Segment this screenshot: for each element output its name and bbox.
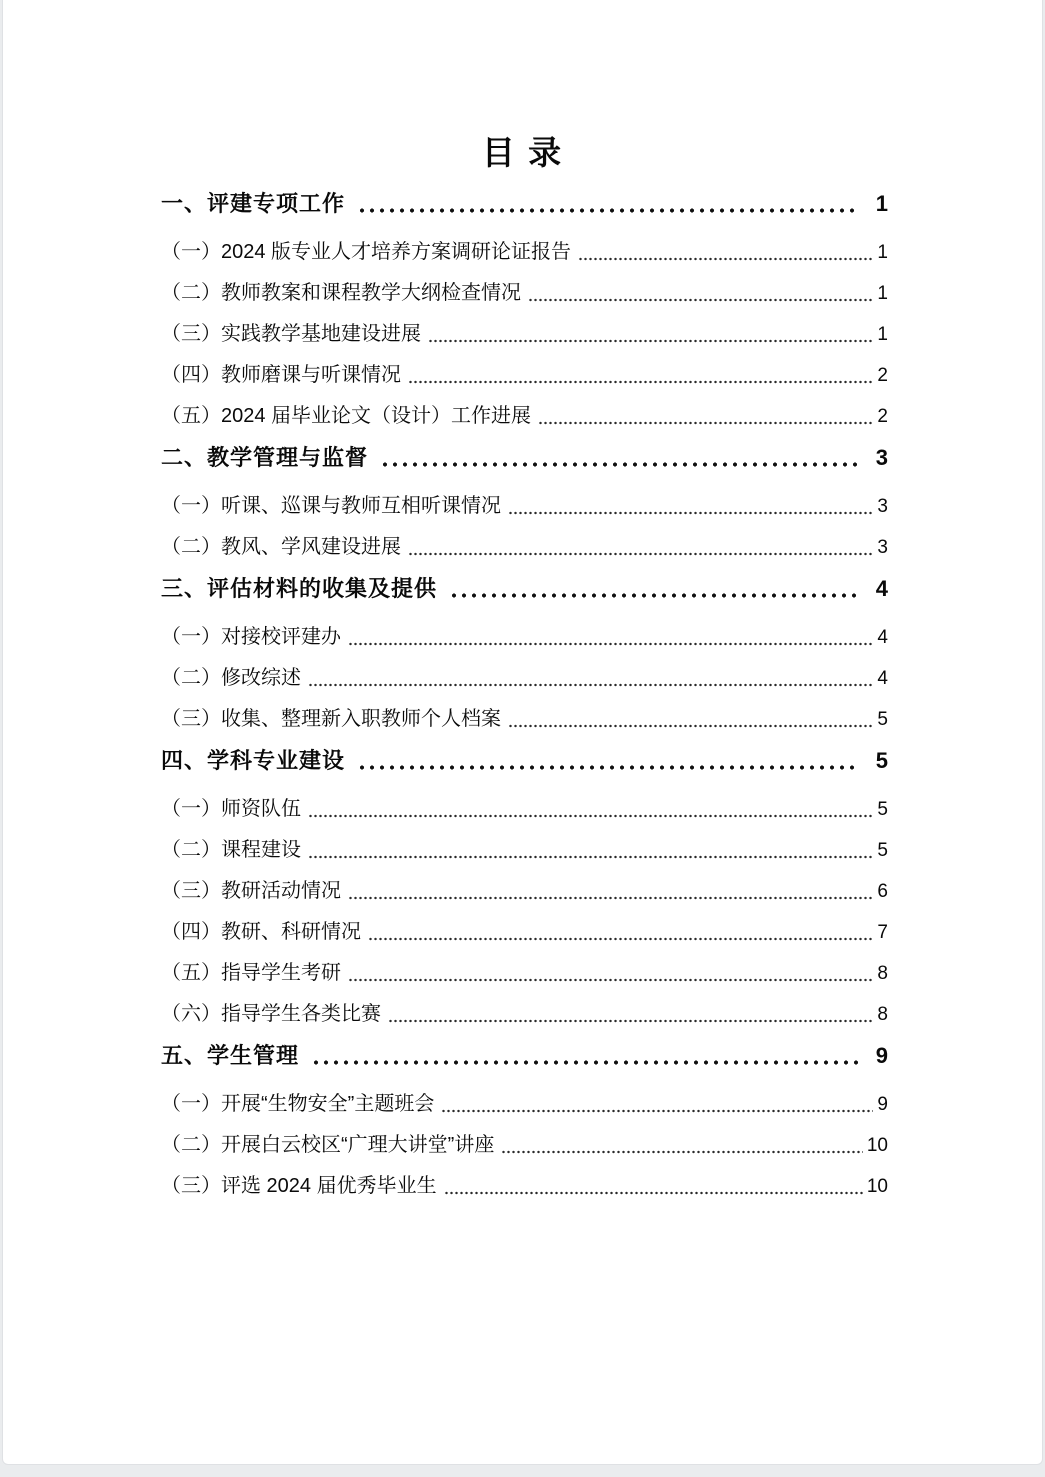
toc-entry-page: 10 — [866, 1176, 888, 1197]
dot-leader-icon — [301, 789, 877, 830]
toc-entry-label: （六）指导学生各类比赛 — [161, 1003, 381, 1025]
dot-leader-icon — [341, 953, 877, 994]
toc-entry-page: 1 — [877, 283, 888, 304]
toc-entry[interactable] — [161, 355, 888, 396]
toc-entry[interactable] — [161, 699, 888, 740]
toc-entry[interactable] — [161, 232, 888, 273]
dot-leader-icon — [421, 314, 877, 355]
document-page — [2, 0, 1043, 1465]
dot-leader-icon — [434, 1084, 877, 1125]
toc-entry-label: （四）教研、科研情况 — [161, 921, 361, 943]
toc-entry[interactable] — [161, 396, 888, 437]
toc-entry-label: 五、学生管理 — [161, 1043, 300, 1068]
toc-entry-page: 7 — [877, 922, 888, 943]
toc-entry[interactable] — [161, 1166, 888, 1207]
toc-entry-label: （三）评选 2024 届优秀毕业生 — [161, 1175, 437, 1197]
dot-leader-icon — [521, 273, 877, 314]
toc-entry-label: 二、教学管理与监督 — [161, 445, 369, 470]
toc-entry-page: 3 — [877, 537, 888, 558]
toc-entry-page: 5 — [877, 840, 888, 861]
toc-list — [161, 183, 888, 1207]
dot-leader-icon — [437, 1166, 867, 1207]
toc-entry-page: 4 — [877, 668, 888, 689]
toc-entry[interactable] — [161, 437, 888, 478]
toc-entry-page: 3 — [875, 445, 888, 470]
dot-leader-icon — [437, 568, 870, 609]
toc-entry[interactable] — [161, 994, 888, 1035]
toc-entry-page: 2 — [877, 406, 888, 427]
toc-entry-page: 3 — [877, 496, 888, 517]
dot-leader-icon — [345, 740, 870, 781]
dot-leader-icon — [501, 486, 877, 527]
dot-leader-icon — [381, 994, 877, 1035]
toc-entry[interactable] — [161, 617, 888, 658]
dot-leader-icon — [361, 912, 877, 953]
toc-entry-label: （二）教风、学风建设进展 — [161, 536, 401, 558]
dot-leader-icon — [531, 396, 877, 437]
dot-leader-icon — [301, 658, 877, 699]
dot-leader-icon — [301, 830, 877, 871]
dot-leader-icon — [299, 1035, 870, 1076]
toc-entry[interactable] — [161, 871, 888, 912]
toc-entry-page: 6 — [877, 881, 888, 902]
toc-entry-page: 4 — [875, 576, 888, 601]
toc-entry-page: 10 — [866, 1135, 888, 1156]
toc-entry-page: 2 — [877, 365, 888, 386]
toc-entry-page: 9 — [875, 1043, 888, 1068]
toc-entry-page: 8 — [877, 1004, 888, 1025]
toc-entry-page: 4 — [877, 627, 888, 648]
toc-entry-label: （一）听课、巡课与教师互相听课情况 — [161, 495, 501, 517]
toc-entry[interactable] — [161, 953, 888, 994]
toc-entry[interactable] — [161, 314, 888, 355]
toc-entry[interactable] — [161, 1084, 888, 1125]
dot-leader-icon — [341, 617, 877, 658]
toc-entry[interactable] — [161, 740, 888, 781]
toc-entry[interactable] — [161, 527, 888, 568]
toc-entry[interactable] — [161, 658, 888, 699]
toc-entry[interactable] — [161, 1125, 888, 1166]
toc-entry[interactable] — [161, 830, 888, 871]
toc-entry-label: 四、学科专业建设 — [161, 748, 346, 773]
toc-entry-page: 9 — [877, 1094, 888, 1115]
dot-leader-icon — [501, 699, 877, 740]
toc-entry[interactable] — [161, 273, 888, 314]
toc-entry-page: 5 — [877, 799, 888, 820]
dot-leader-icon — [401, 355, 877, 396]
toc-entry-page: 8 — [877, 963, 888, 984]
dot-leader-icon — [494, 1125, 867, 1166]
toc-entry-page: 1 — [877, 324, 888, 345]
dot-leader-icon — [571, 232, 877, 273]
toc-entry-label: （一）2024 版专业人才培养方案调研论证报告 — [161, 241, 572, 263]
toc-entry[interactable] — [161, 183, 888, 224]
toc-entry[interactable] — [161, 912, 888, 953]
toc-entry[interactable] — [161, 486, 888, 527]
toc-entry-label: （三）教研活动情况 — [161, 880, 341, 902]
toc-entry[interactable] — [161, 789, 888, 830]
toc-entry-label: （二）教师教案和课程教学大纲检查情况 — [161, 282, 521, 304]
toc-entry-label: （五）2024 届毕业论文（设计）工作进展 — [161, 405, 532, 427]
dot-leader-icon — [401, 527, 877, 568]
dot-leader-icon — [345, 183, 870, 224]
toc-entry-label: （一）师资队伍 — [161, 798, 301, 820]
toc-entry[interactable] — [161, 568, 888, 609]
toc-entry-label: （五）指导学生考研 — [161, 962, 341, 984]
toc-entry-label: （二）开展白云校区“广理大讲堂”讲座 — [161, 1134, 495, 1156]
toc-entry[interactable] — [161, 1035, 888, 1076]
toc-entry-label: （二）修改综述 — [161, 667, 301, 689]
toc-entry-label: （三）实践教学基地建设进展 — [161, 323, 421, 345]
toc-entry-label: （四）教师磨课与听课情况 — [161, 364, 401, 386]
toc-entry-label: 一、评建专项工作 — [161, 191, 346, 216]
toc-entry-page: 5 — [875, 748, 888, 773]
toc-entry-label: （一）开展“生物安全”主题班会 — [161, 1093, 435, 1115]
toc-entry-page: 5 — [877, 709, 888, 730]
toc-entry-page: 1 — [875, 191, 888, 216]
toc-entry-label: （一）对接校评建办 — [161, 626, 341, 648]
dot-leader-icon — [368, 437, 870, 478]
toc-entry-label: （三）收集、整理新入职教师个人档案 — [161, 708, 501, 730]
toc-entry-label: （二）课程建设 — [161, 839, 301, 861]
page-title: 目 录 — [481, 134, 564, 171]
toc-entry-page: 1 — [877, 242, 888, 263]
dot-leader-icon — [341, 871, 877, 912]
toc-entry-label: 三、评估材料的收集及提供 — [161, 576, 438, 601]
